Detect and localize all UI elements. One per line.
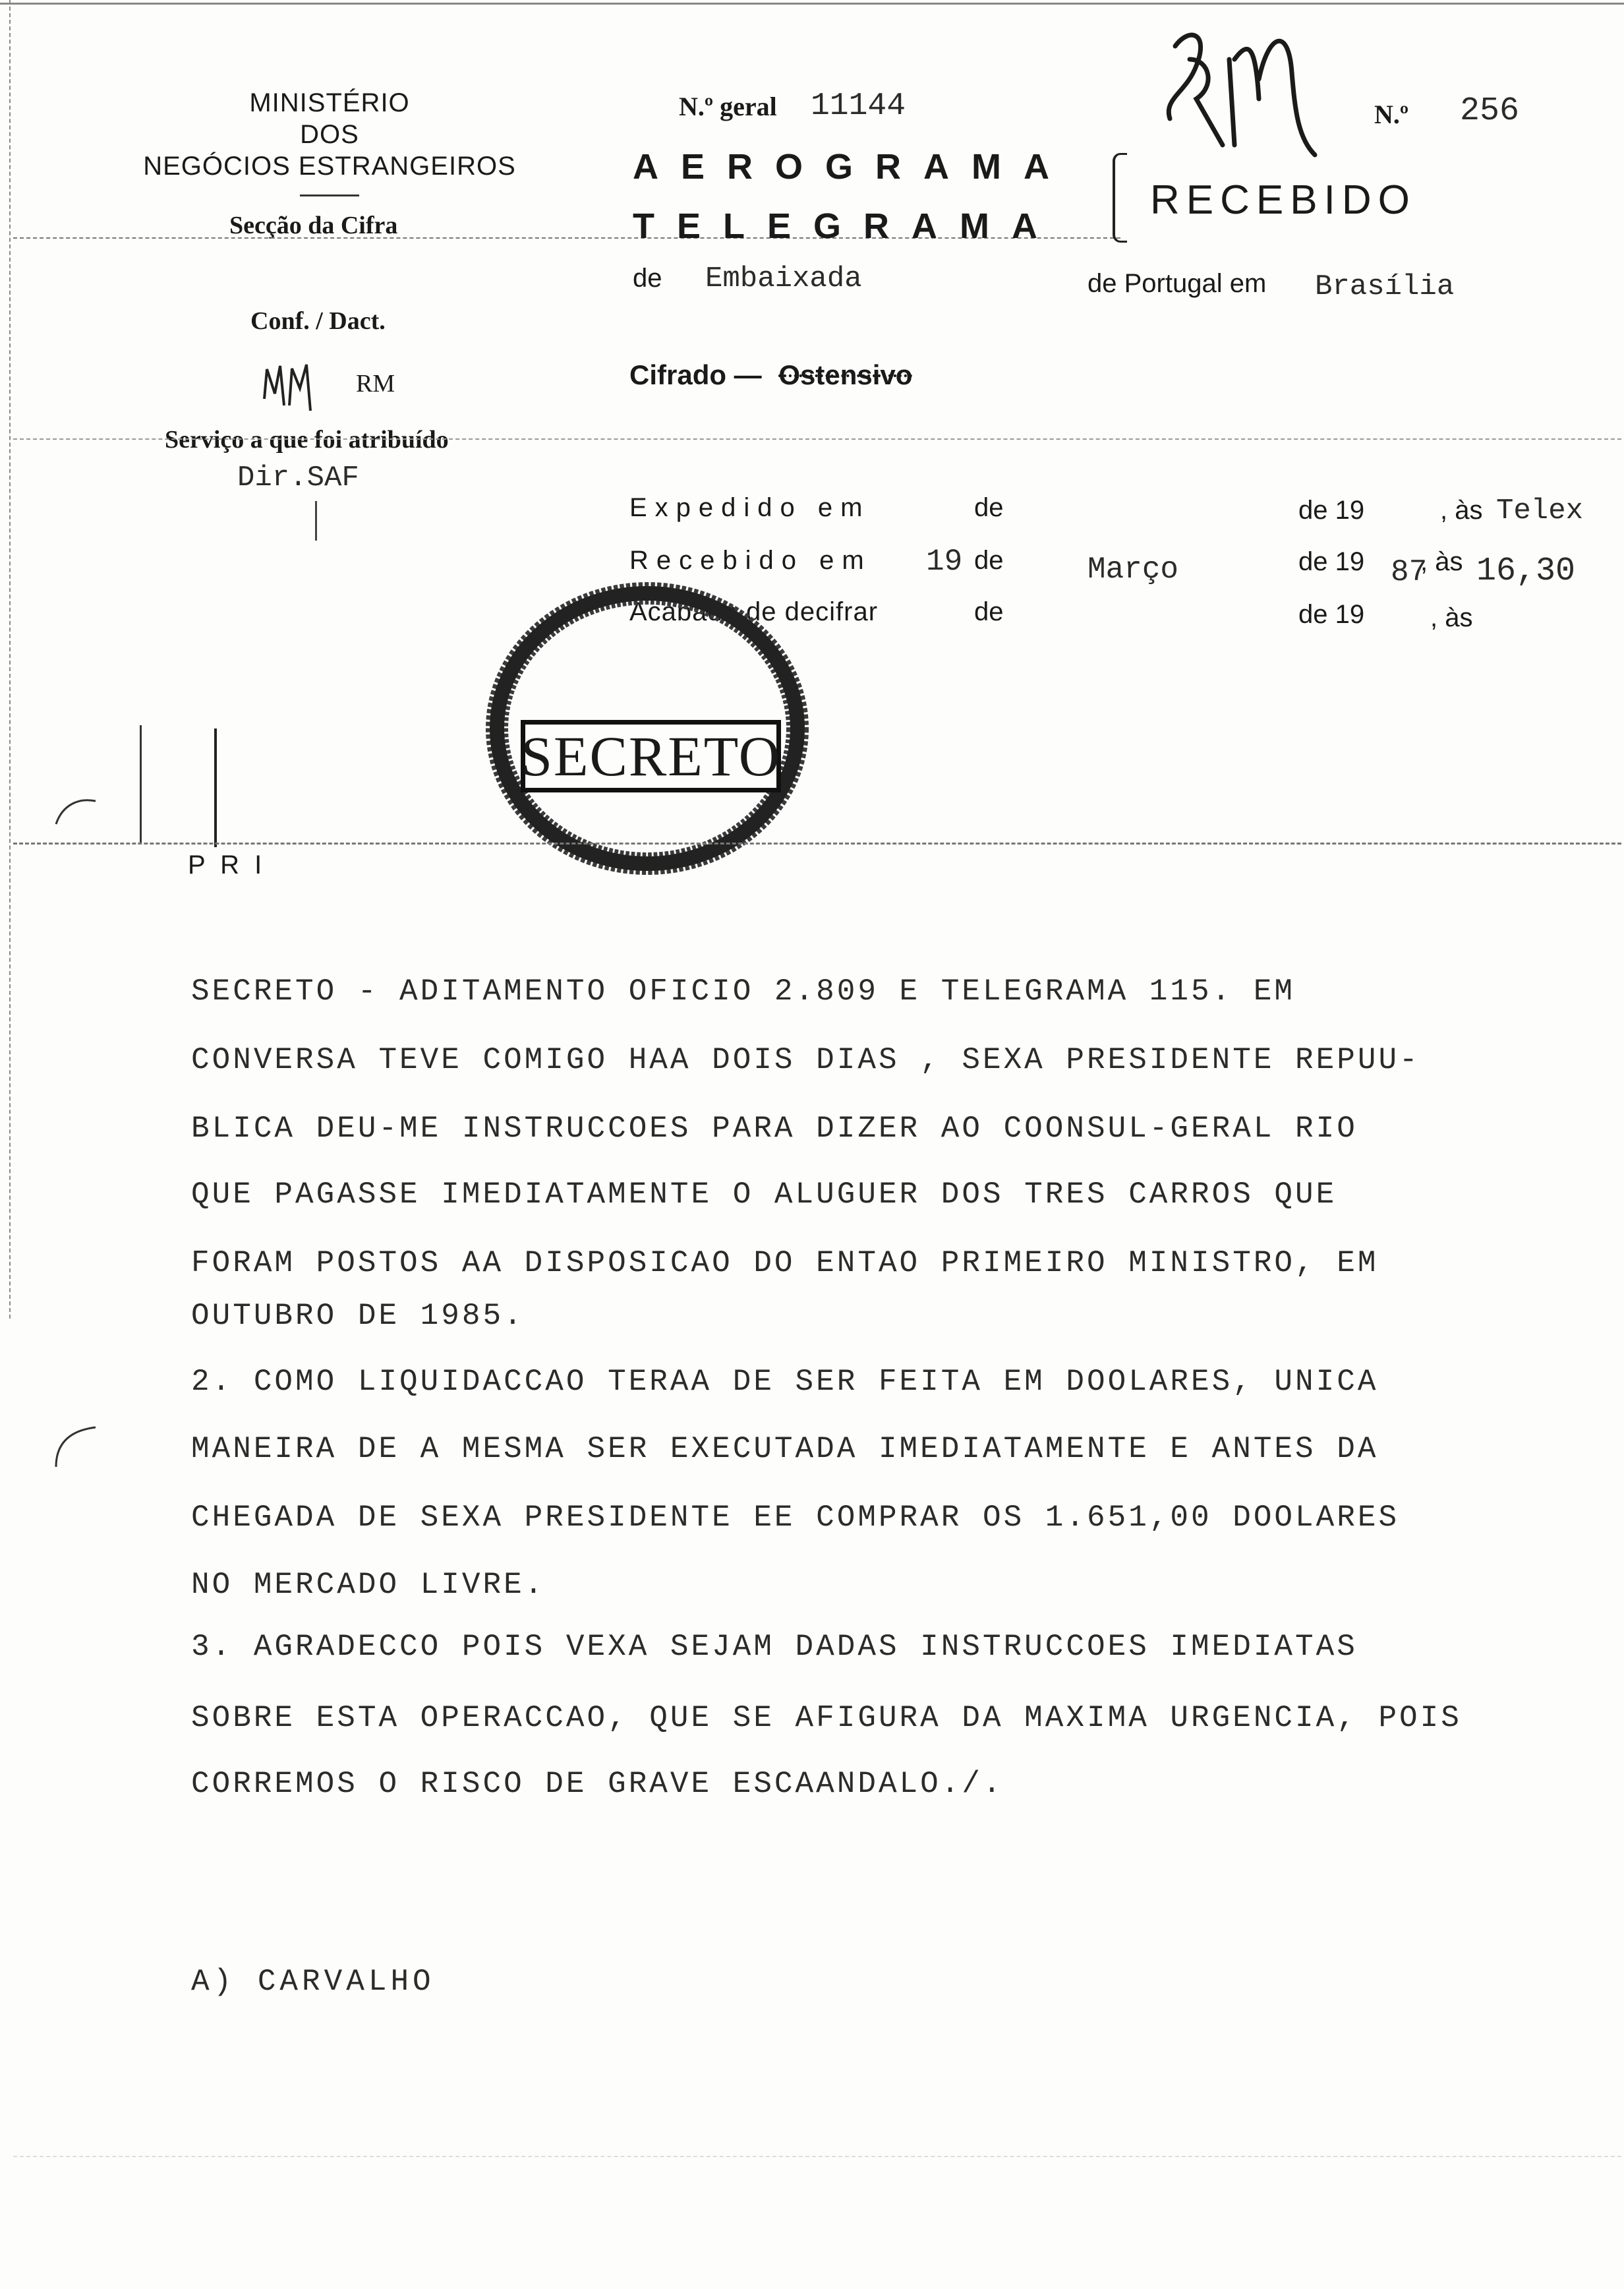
type-telegrama: TELEGRAMA bbox=[633, 206, 1060, 246]
received-de19: de 19 bbox=[1298, 547, 1365, 576]
cifrado-label: Cifrado — bbox=[629, 359, 762, 390]
decipher-de-1: de bbox=[974, 597, 1004, 626]
sent-time: Telex bbox=[1496, 494, 1584, 527]
from-value: Embaixada bbox=[705, 262, 862, 295]
handwritten-initials-signature bbox=[260, 359, 323, 415]
message-line: SECRETO - ADITAMENTO OFICIO 2.809 E TELEGRAMA 115. EM bbox=[191, 974, 1296, 1009]
sent-label: Expedido em bbox=[629, 493, 871, 522]
punch-hole-arc-middle bbox=[49, 1424, 102, 1470]
ministry-line-1: MINISTÉRIO bbox=[249, 88, 410, 117]
sent-de19: de 19 bbox=[1298, 496, 1365, 525]
received-as: , às bbox=[1420, 547, 1463, 576]
signature: A) CARVALHO bbox=[191, 1965, 435, 1999]
margin-mark-2 bbox=[214, 728, 217, 847]
secret-stamp-text: SECRETO bbox=[521, 725, 781, 788]
received-label: Recebido em bbox=[629, 546, 872, 575]
ministry-heading bbox=[119, 87, 540, 182]
recebido-stamp: RECEBIDO bbox=[1150, 177, 1416, 223]
decipher-as: , às bbox=[1430, 603, 1473, 632]
received-de-1: de bbox=[974, 546, 1004, 575]
message-line: NO MERCADO LIVRE. bbox=[191, 1568, 546, 1602]
ministry-line-2: DOS bbox=[300, 120, 359, 149]
typed-initials: RM bbox=[356, 370, 395, 398]
number-value: 256 bbox=[1460, 92, 1520, 130]
received-month: Março bbox=[1088, 552, 1179, 587]
left-margin-rule bbox=[9, 0, 11, 1319]
margin-mark-1 bbox=[140, 725, 142, 844]
bottom-faint-rule bbox=[13, 2156, 1621, 2157]
message-line: QUE PAGASSE IMEDIATAMENTE O ALUGUER DOS TRES CARROS QUE bbox=[191, 1177, 1337, 1212]
general-number-label-text: N.º geral bbox=[679, 92, 777, 121]
message-line: SOBRE ESTA OPERACCAO, QUE SE AFIGURA DA MAXIMA URGENCIA, POIS bbox=[191, 1701, 1462, 1735]
type-aerograma: AEROGRAMA bbox=[633, 147, 1072, 187]
service-label: Serviço a que foi atribuído bbox=[165, 426, 449, 454]
message-line: CORREMOS O RISCO DE GRAVE ESCAANDALO./. bbox=[191, 1767, 1004, 1801]
message-line: BLICA DEU-ME INSTRUCCOES PARA DIZER AO COONSUL-GERAL RIO bbox=[191, 1112, 1358, 1146]
received-year: 87 bbox=[1391, 555, 1428, 589]
general-number-value: 11144 bbox=[811, 88, 906, 124]
sent-de-1: de bbox=[974, 493, 1004, 522]
punch-hole-arc-top bbox=[53, 794, 99, 827]
section-label: Secção da Cifra bbox=[229, 212, 398, 239]
type-brace bbox=[1113, 153, 1127, 243]
message-line: 2. COMO LIQUIDACCAO TERAA DE SER FEITA EM DOOLARES, UNICA bbox=[191, 1365, 1379, 1399]
priority-label: P R I bbox=[188, 850, 266, 879]
message-line: OUTUBRO DE 1985. bbox=[191, 1299, 525, 1333]
received-day: 19 bbox=[926, 545, 963, 579]
service-tick bbox=[315, 501, 317, 541]
secret-classification-stamp bbox=[521, 720, 781, 792]
cifrado-ostensivo-line bbox=[629, 359, 912, 391]
sent-as: , às bbox=[1440, 496, 1483, 525]
header-dash-rule bbox=[13, 438, 1621, 440]
message-line: FORAM POSTOS AA DISPOSICAO DO ENTAO PRIMEIRO MINISTRO, EM bbox=[191, 1246, 1379, 1280]
ostensivo-label: Ostensivo bbox=[778, 359, 913, 390]
decipher-de19: de 19 bbox=[1298, 600, 1365, 629]
message-line: 3. AGRADECCO POIS VEXA SEJAM DADAS INSTRUCCOES IMEDIATAS bbox=[191, 1630, 1358, 1664]
top-edge-rule bbox=[0, 3, 1624, 5]
service-value: Dir.SAF bbox=[237, 461, 359, 494]
conf-dact-label: Conf. / Dact. bbox=[250, 307, 386, 335]
decipher-label: Acabado de decifrar bbox=[629, 597, 879, 626]
handwritten-rm-mark bbox=[1150, 20, 1335, 165]
country-label: de Portugal em bbox=[1088, 269, 1267, 298]
city-value: Brasília bbox=[1315, 270, 1455, 303]
received-time: 16,30 bbox=[1476, 552, 1576, 590]
body-separator-rule bbox=[13, 843, 1621, 845]
general-number-label bbox=[679, 91, 777, 122]
number-label: N.º bbox=[1374, 100, 1409, 129]
ministry-underline bbox=[300, 194, 359, 196]
ministry-line-3: NEGÓCIOS ESTRANGEIROS bbox=[143, 152, 516, 181]
message-line: CHEGADA DE SEXA PRESIDENTE EE COMPRAR OS 1.651,00 DOOLARES bbox=[191, 1501, 1400, 1535]
from-label: de bbox=[633, 264, 662, 293]
message-line: MANEIRA DE A MESMA SER EXECUTADA IMEDIATAMENTE E ANTES DA bbox=[191, 1432, 1379, 1466]
message-line: CONVERSA TEVE COMIGO HAA DOIS DIAS , SEXA PRESIDENTE REPUU- bbox=[191, 1043, 1420, 1077]
